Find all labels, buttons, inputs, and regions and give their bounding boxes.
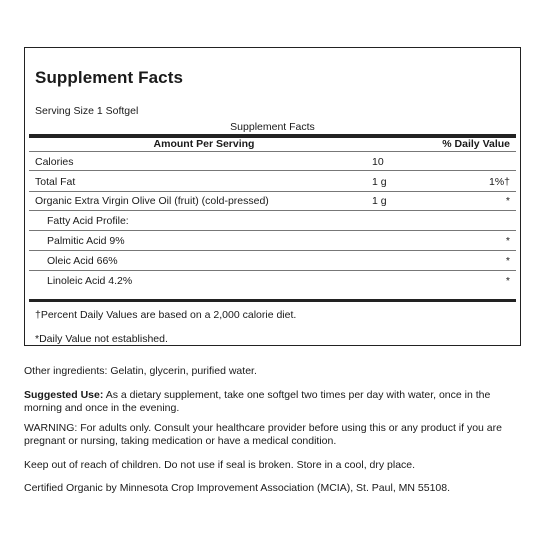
- serving-size: Serving Size 1 Softgel: [35, 105, 139, 117]
- table-row: [29, 230, 516, 250]
- other-ingredients: Other ingredients: Gelatin, glycerin, purified water.: [24, 365, 257, 377]
- suggested-use-label: Suggested Use:: [24, 389, 104, 401]
- row-dv: *: [505, 235, 510, 247]
- table-header: [29, 138, 516, 151]
- table-caption: Supplement Facts: [230, 121, 315, 133]
- suggested-use-text-2: morning and once in the evening.: [24, 402, 180, 414]
- row-name: Oleic Acid 66%: [47, 255, 118, 267]
- table-row: [29, 250, 516, 270]
- row-name: Organic Extra Virgin Olive Oil (fruit) (cold-pressed): [35, 195, 269, 207]
- header-daily-value: % Daily Value: [442, 138, 510, 150]
- supplement-facts-panel: [24, 47, 521, 346]
- row-amount: 1 g: [372, 176, 387, 188]
- row-dv: 1%†: [488, 176, 510, 188]
- nutrient-rows: [29, 151, 516, 298]
- table-row: [29, 270, 516, 298]
- table-row: [29, 151, 516, 170]
- row-name: Linoleic Acid 4.2%: [47, 275, 133, 287]
- table-row: [29, 210, 516, 230]
- row-amount: 1 g: [372, 195, 387, 207]
- certification-note: Certified Organic by Minnesota Crop Improvement Association (MCIA), St. Paul, MN 55108.: [24, 482, 451, 494]
- row-dv: *: [505, 275, 510, 287]
- warning: [24, 422, 524, 448]
- panel-title: Supplement Facts: [35, 68, 184, 87]
- warning-text-1: WARNING: For adults only. Consult your healthcare provider before using this or any product if you are: [24, 422, 502, 434]
- warning-text-2: pregnant or nursing, taking medication or have a medical condition.: [24, 435, 337, 447]
- table-row: [29, 170, 516, 191]
- row-dv: *: [505, 195, 510, 207]
- percent-dv-note: †Percent Daily Values are based on a 2,000 calorie diet.: [35, 309, 297, 321]
- row-name: Fatty Acid Profile:: [47, 215, 129, 227]
- row-name: Total Fat: [35, 176, 76, 188]
- row-name: Palmitic Acid 9%: [47, 235, 125, 247]
- dv-not-established-note: *Daily Value not established.: [35, 333, 168, 345]
- suggested-use-text-1: As a dietary supplement, take one softgel two times per day with water, once in the: [103, 389, 491, 401]
- row-name: Calories: [35, 156, 74, 168]
- row-dv: *: [505, 255, 510, 267]
- storage-note: Keep out of reach of children. Do not use if seal is broken. Store in a cool, dry place.: [24, 459, 416, 471]
- table-row: [29, 191, 516, 210]
- suggested-use: [24, 389, 524, 415]
- notes-divider: [29, 299, 516, 302]
- header-amount: Amount Per Serving: [153, 138, 255, 150]
- row-amount: 10: [372, 156, 384, 168]
